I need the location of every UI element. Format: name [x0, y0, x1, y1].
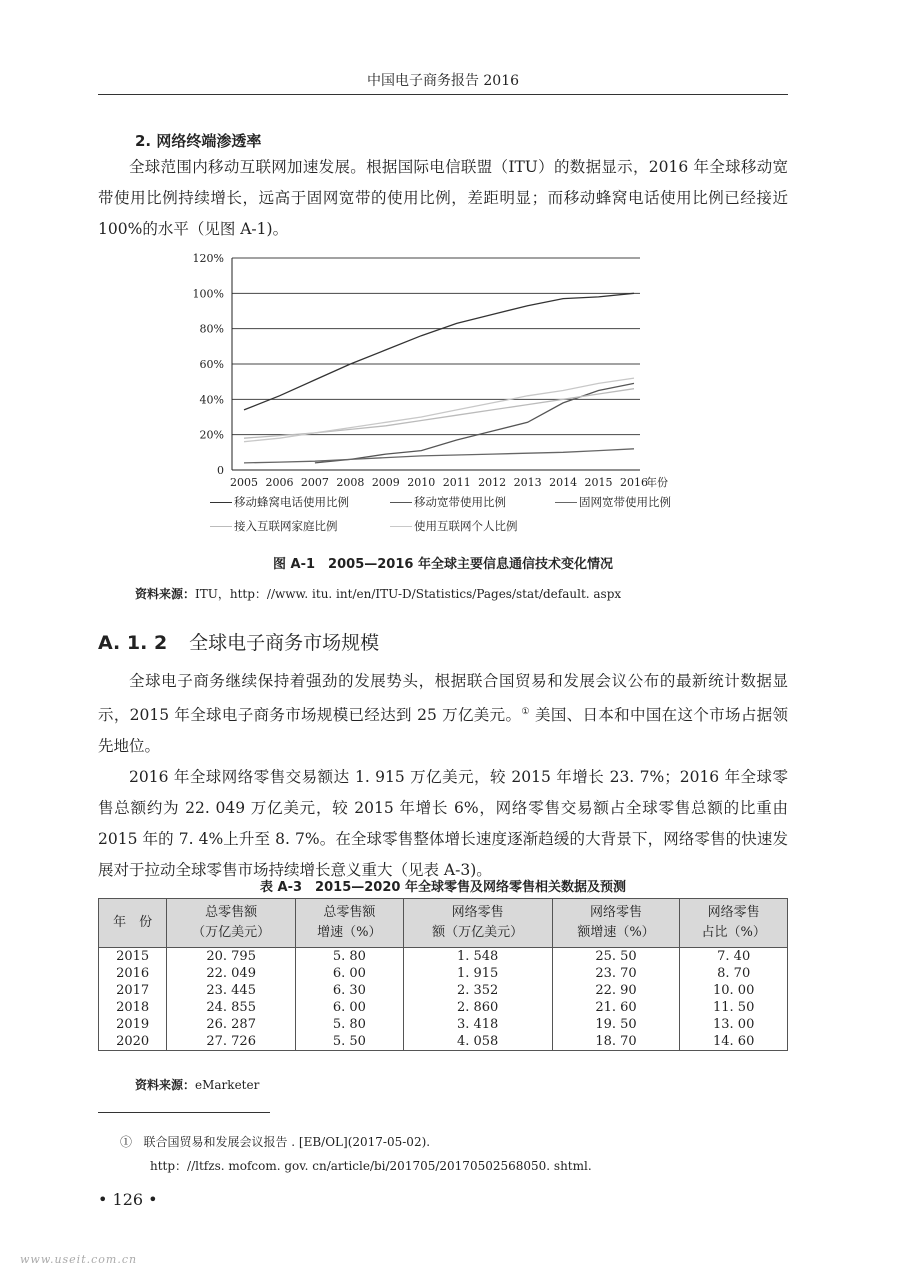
header-text: 额（万亿美元）: [432, 925, 524, 940]
table-cell: 24. 855: [167, 999, 296, 1016]
header-rule: [98, 94, 788, 95]
x-tick-label: 2006: [265, 476, 294, 489]
y-tick-label: 20%: [199, 428, 224, 442]
header-text: 占比（%）: [701, 925, 766, 940]
header-text: 年 份: [113, 915, 153, 930]
paragraph-2: 2016 年全球网络零售交易额达 1. 915 万亿美元，较 2015 年增长 23. 7%；2016 年全球零售总额约为 22. 049 万亿美元，较 2015 年增长 6%，网络零售交易额占全球零售总额的比重由 2015 年的 7. 4%上升至 8. 7%。在全球零售整体增长速度逐渐趋缓的大背景下，网络零售的快速发展对于拉动全球零售市场持续增长意义重大（见表 A-3)。: [98, 768, 788, 880]
legend-item-individual-internet: 使用互联网个人比例: [390, 518, 518, 534]
section-heading: 2. 网络终端渗透率: [135, 132, 262, 150]
table-cell: 3. 418: [403, 1016, 552, 1033]
source-label: 资料来源：: [135, 1078, 196, 1092]
source-url: ITU，http：//www. itu. int/en/ITU-D/Statistics/Pages/stat/default. aspx: [195, 587, 622, 601]
table-cell: 6. 00: [296, 965, 404, 982]
table-cell: 27. 726: [167, 1033, 296, 1051]
table-row: [99, 1033, 788, 1051]
table-row: [99, 1016, 788, 1033]
table-cell: 2. 860: [403, 999, 552, 1016]
table-cell: 13. 00: [680, 1016, 788, 1033]
header-text: 网络零售: [589, 905, 642, 920]
table-cell: 2017: [99, 982, 167, 999]
table-body: [99, 948, 788, 1051]
source-text: eMarketer: [195, 1078, 260, 1092]
table-source: [135, 1076, 259, 1093]
y-tick-label: 120%: [192, 252, 224, 265]
y-tick-label: 100%: [192, 287, 224, 301]
x-tick-label: 2014: [549, 476, 578, 489]
footnote: [120, 1130, 592, 1178]
x-tick-label: 2011: [442, 476, 471, 489]
table-cell: 2015: [99, 948, 167, 966]
table-cell: 20. 795: [167, 948, 296, 966]
table-cell: 4. 058: [403, 1033, 552, 1051]
y-tick-label: 80%: [199, 322, 224, 336]
retail-data-table: [98, 898, 788, 1051]
table-cell: 25. 50: [552, 948, 680, 966]
x-axis-label: 年份: [646, 476, 668, 489]
table-cell: 1. 548: [403, 948, 552, 966]
column-header: [167, 899, 296, 948]
table-cell: 10. 00: [680, 982, 788, 999]
x-tick-label: 2008: [336, 476, 365, 489]
footnote-rule: [98, 1112, 270, 1113]
line-chart: [180, 250, 700, 490]
table-cell: 8. 70: [680, 965, 788, 982]
table-cell: 2016: [99, 965, 167, 982]
column-header: [552, 899, 680, 948]
column-header: [99, 899, 167, 948]
header-text: （万亿美元）: [192, 925, 271, 940]
x-tick-label: 2007: [300, 476, 329, 489]
legend-item-household-internet: 接入互联网家庭比例: [210, 518, 338, 534]
source-label: 资料来源：: [135, 587, 196, 601]
footnote-ref[interactable]: ①: [521, 707, 530, 717]
table-cell: 19. 50: [552, 1016, 680, 1033]
table-cell: 11. 50: [680, 999, 788, 1016]
footnote-url[interactable]: http：//ltfzs. mofcom. gov. cn/article/bi/201705/20170502568050. shtml.: [150, 1159, 592, 1173]
table-cell: 5. 80: [296, 1016, 404, 1033]
watermark: www.useit.com.cn: [20, 1253, 138, 1266]
column-header: [680, 899, 788, 948]
table-cell: 2. 352: [403, 982, 552, 999]
header-text: 总零售额: [323, 905, 376, 920]
header-text: 网络零售: [707, 905, 760, 920]
table-cell: 7. 40: [680, 948, 788, 966]
table-row: [99, 948, 788, 966]
table-header-row: [99, 899, 788, 948]
table-cell: 2020: [99, 1033, 167, 1051]
running-header: 中国电子商务报告 2016: [366, 73, 520, 89]
table-cell: 23. 70: [552, 965, 680, 982]
table-cell: 1. 915: [403, 965, 552, 982]
column-header: [403, 899, 552, 948]
series-line-1: [244, 293, 634, 410]
table-cell: 6. 00: [296, 999, 404, 1016]
series-line-3: [244, 449, 634, 463]
paragraph-1: 全球电子商务继续保持着强劲的发展势头，根据联合国贸易和发展会议公布的最新统计数据显示，2015 年全球电子商务市场规模已经达到 25 万亿美元。① 美国、日本和中国在这个市场占据领先地位。: [98, 672, 788, 756]
table-cell: 18. 70: [552, 1033, 680, 1051]
x-tick-label: 2010: [407, 476, 436, 489]
y-tick-label: 60%: [199, 358, 224, 371]
table-cell: 5. 80: [296, 948, 404, 966]
x-tick-label: 2012: [478, 476, 507, 489]
legend-item-fixed-broadband: 固网宽带使用比例: [555, 494, 671, 510]
x-tick-label: 2005: [230, 476, 258, 489]
y-tick-label: 0: [217, 464, 224, 477]
section-title: 全球电子商务市场规模: [189, 632, 380, 654]
footnote-text: 联合国贸易和发展会议报告 . [EB/OL](2017-05-02).: [143, 1135, 431, 1149]
section-number: A. 1. 2: [98, 632, 168, 654]
figure-source: [135, 585, 621, 602]
header-text: 额增速（%）: [577, 925, 655, 940]
series-line-5: [244, 378, 634, 442]
header-text: 总零售额: [205, 905, 258, 920]
table-cell: 2019: [99, 1016, 167, 1033]
section-paragraph: [98, 152, 788, 245]
page-number: • 126 •: [98, 1190, 158, 1209]
legend-item-mobile-broadband: 移动宽带使用比例: [390, 494, 506, 510]
table-caption: 表 A-3 2015—2020 年全球零售及网络零售相关数据及预测: [260, 880, 626, 895]
table-row: [99, 965, 788, 982]
x-tick-label: 2013: [513, 476, 542, 489]
table-cell: 22. 90: [552, 982, 680, 999]
section-a12-heading: [98, 628, 379, 655]
table-row: [99, 982, 788, 999]
header-text: 网络零售: [451, 905, 504, 920]
table-cell: 21. 60: [552, 999, 680, 1016]
figure-caption: 图 A-1 2005—2016 年全球主要信息通信技术变化情况: [273, 557, 613, 572]
legend-item-mobile-cellular: 移动蜂窝电话使用比例: [210, 494, 349, 510]
header-text: 增速（%）: [317, 925, 382, 940]
column-header: [296, 899, 404, 948]
x-tick-label: 2016: [620, 476, 648, 489]
table-row: [99, 999, 788, 1016]
table-cell: 14. 60: [680, 1033, 788, 1051]
footnote-marker: ①: [120, 1135, 133, 1149]
table-cell: 26. 287: [167, 1016, 296, 1033]
paragraph-text: 全球范围内移动互联网加速发展。根据国际电信联盟（ITU）的数据显示，2016 年全球移动宽带使用比例持续增长，远高于固网宽带的使用比例，差距明显；而移动蜂窝电话使用比例已经接近 100%的水平（见图 A-1)。: [98, 158, 788, 238]
table-cell: 2018: [99, 999, 167, 1016]
section-a12-body: [98, 666, 788, 886]
x-tick-label: 2009: [371, 476, 400, 489]
table-cell: 22. 049: [167, 965, 296, 982]
x-tick-label: 2015: [584, 476, 613, 489]
y-tick-label: 40%: [199, 393, 224, 407]
table-cell: 5. 50: [296, 1033, 404, 1051]
table-cell: 6. 30: [296, 982, 404, 999]
table-cell: 23. 445: [167, 982, 296, 999]
